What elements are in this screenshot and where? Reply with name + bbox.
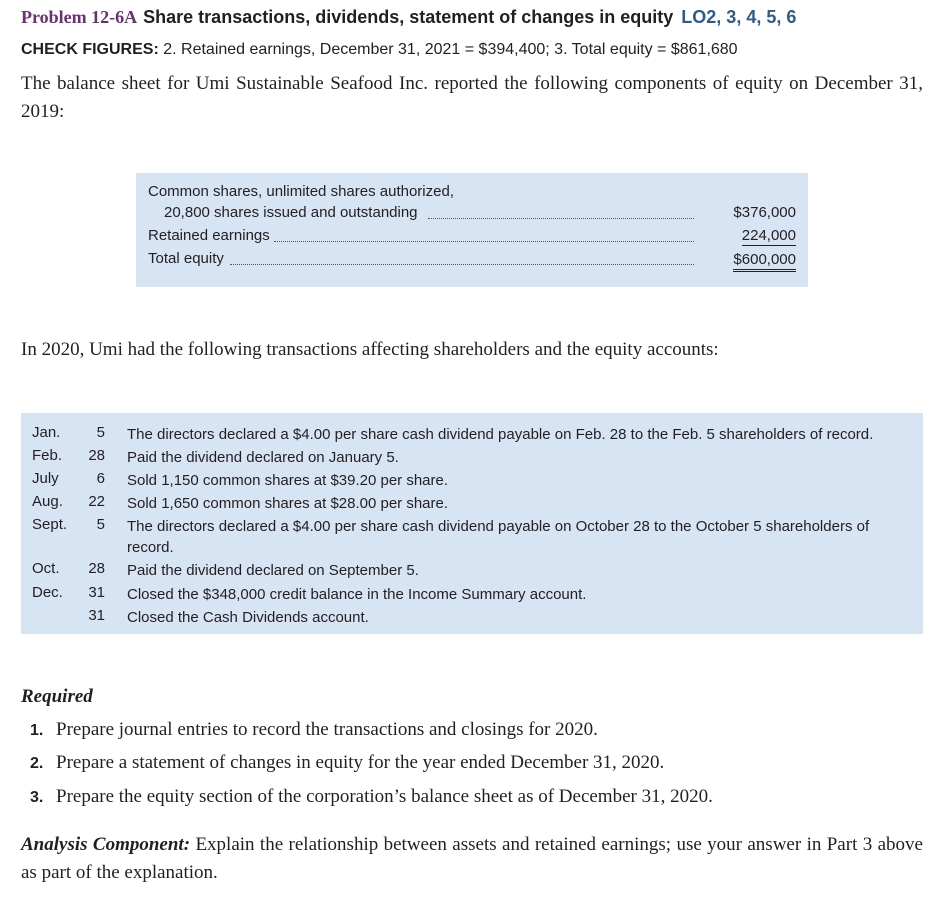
required-item xyxy=(30,719,598,741)
transaction-month: Sept. xyxy=(32,516,68,533)
analysis-label: Analysis Component: xyxy=(21,834,191,855)
check-figures xyxy=(21,41,738,59)
transaction-day: 31 xyxy=(88,607,105,624)
transaction-day: 28 xyxy=(88,560,105,577)
transaction-description: The directors declared a $4.00 per share cash dividend payable on October 28 to the October 5 shareholders of record. xyxy=(127,518,870,556)
leader-dots xyxy=(428,218,694,219)
transaction-description: Paid the dividend declared on January 5. xyxy=(127,449,399,466)
transaction-month: July xyxy=(32,470,59,487)
common-shares-line1: Common shares, unlimited shares authorized, xyxy=(148,183,454,200)
learning-objectives: LO2, 3, 4, 5, 6 xyxy=(681,7,797,27)
intro-paragraph: The balance sheet for Umi Sustainable Seafood Inc. reported the following components of equity on December 31, 2019: xyxy=(21,73,923,122)
transaction-day: 5 xyxy=(96,424,105,441)
retained-earnings-label: Retained earnings xyxy=(148,227,270,244)
common-shares-amount: $376,000 xyxy=(733,204,796,221)
transaction-month: Aug. xyxy=(32,493,63,510)
problem-name: Share transactions, dividends, statement of changes in equity xyxy=(143,7,674,27)
check-figures-label: CHECK FIGURES: xyxy=(21,41,159,58)
transaction-description: Closed the $348,000 credit balance in the Income Summary account. xyxy=(127,586,587,603)
transaction-month: Oct. xyxy=(32,560,60,577)
total-equity-label: Total equity xyxy=(148,250,224,267)
leader-dots xyxy=(274,241,694,242)
common-shares-line2: 20,800 shares issued and outstanding xyxy=(164,204,418,221)
problem-title xyxy=(21,7,796,28)
retained-earnings-amount: 224,000 xyxy=(741,227,796,244)
transaction-description: Sold 1,650 common shares at $28.00 per share. xyxy=(127,495,449,512)
transaction-description: Closed the Cash Dividends account. xyxy=(127,609,369,626)
transaction-day: 22 xyxy=(88,493,105,510)
required-item-text: Prepare a statement of changes in equity for the year ended December 31, 2020. xyxy=(56,752,665,773)
total-equity-amount: $600,000 xyxy=(733,251,796,272)
analysis-component xyxy=(21,831,923,887)
analysis-text: Explain the relationship between assets and retained earnings; use your answer in Part 3 above as part of the explanation. xyxy=(21,834,923,883)
transactions-box xyxy=(21,413,923,634)
check-figures-text: 2. Retained earnings, December 31, 2021 = $394,400; 3. Total equity = $861,680 xyxy=(163,41,738,58)
required-item xyxy=(30,786,713,808)
transaction-description: Paid the dividend declared on September 5. xyxy=(127,562,419,579)
required-item-number: 2. xyxy=(30,755,44,772)
problem-number: Problem 12-6A xyxy=(21,7,138,27)
transaction-month: Dec. xyxy=(32,584,63,601)
transaction-day: 31 xyxy=(88,584,105,601)
transaction-day: 6 xyxy=(96,470,105,487)
transaction-day: 28 xyxy=(88,447,105,464)
required-heading: Required xyxy=(21,686,93,707)
required-item-text: Prepare journal entries to record the transactions and closings for 2020. xyxy=(56,719,598,740)
transaction-description: Sold 1,150 common shares at $39.20 per share. xyxy=(127,472,449,489)
transaction-month: Feb. xyxy=(32,447,63,464)
required-item-number: 3. xyxy=(30,789,44,806)
leader-dots xyxy=(230,264,694,265)
transaction-description: The directors declared a $4.00 per share cash dividend payable on Feb. 28 to the Feb. 5 shareholders of record. xyxy=(127,426,874,443)
equity-components-box xyxy=(136,173,808,287)
transactions-intro: In 2020, Umi had the following transactions affecting shareholders and the equity accounts: xyxy=(21,339,719,360)
transaction-day: 5 xyxy=(96,516,105,533)
required-item xyxy=(30,752,664,774)
transaction-month: Jan. xyxy=(32,424,61,441)
required-item-text: Prepare the equity section of the corporation’s balance sheet as of December 31, 2020. xyxy=(56,786,713,807)
required-item-number: 1. xyxy=(30,722,44,739)
